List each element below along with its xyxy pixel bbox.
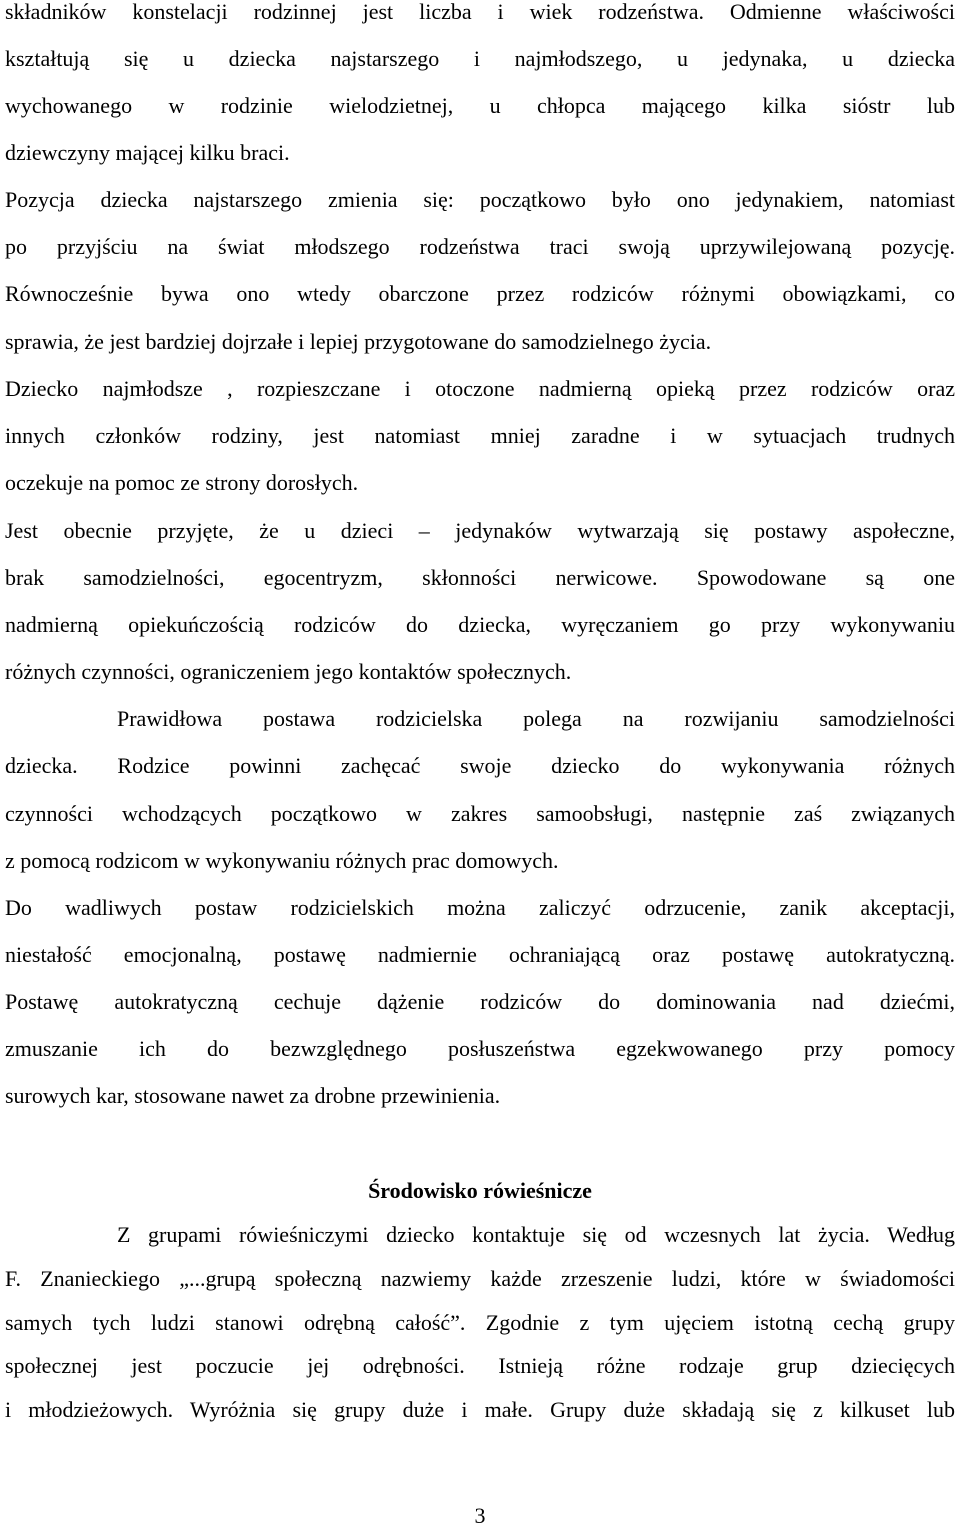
text-line: niestałość emocjonalną, postawę nadmiernie ochraniającą oraz postawę autokratyczną. <box>5 942 955 967</box>
text-line: czynności wchodzących początkowo w zakres samoobsługi, następnie zaś związanych <box>5 801 955 826</box>
text-line: Z grupami rówieśniczymi dziecko kontaktuje się od wczesnych lat życia. Według <box>117 1222 955 1247</box>
text-line: Pozycja dziecka najstarszego zmienia się: początkowo było ono jedynakiem, natomiast <box>5 187 955 212</box>
text-line: wychowanego w rodzinie wielodzietnej, u chłopca mającego kilka sióstr lub <box>5 93 955 118</box>
text-line: składników konstelacji rodzinnej jest liczba i wiek rodzeństwa. Odmienne właściwości <box>5 0 955 24</box>
text-line: samych tych ludzi stanowi odrębną całość”. Zgodnie z tym ujęciem istotną cechą grupy <box>5 1310 955 1335</box>
text-line: innych członków rodziny, jest natomiast mniej zaradne i w sytuacjach trudnych <box>5 423 955 448</box>
text-line: kształtują się u dziecka najstarszego i najmłodszego, u jedynaka, u dziecka <box>5 46 955 71</box>
section-heading: Środowisko rówieśnicze <box>368 1178 592 1203</box>
text-line: zmuszanie ich do bezwzględnego posłuszeństwa egzekwowanego przy pomocy <box>5 1036 955 1061</box>
text-line: dziecka. Rodzice powinni zachęcać swoje dziecko do wykonywania różnych <box>5 753 955 778</box>
text-line: różnych czynności, ograniczeniem jego kontaktów społecznych. <box>5 659 572 684</box>
text-line: F. Znanieckiego „...grupą społeczną nazwiemy każde zrzeszenie ludzi, które w świadomości <box>5 1266 955 1291</box>
text-line: sprawia, że jest bardziej dojrzałe i lepiej przygotowane do samodzielnego życia. <box>5 329 712 354</box>
page-number: 3 <box>474 1503 486 1528</box>
text-line: społecznej jest poczucie jej odrębności. Istnieją różne rodzaje grup dziecięcych <box>5 1353 955 1378</box>
text-line: brak samodzielności, egocentryzm, skłonności nerwicowe. Spowodowane są one <box>5 565 955 590</box>
text-line: Równocześnie bywa ono wtedy obarczone przez rodziców różnymi obowiązkami, co <box>5 281 955 306</box>
text-line: nadmierną opiekuńczością rodziców do dziecka, wyręczaniem go przy wykonywaniu <box>5 612 955 637</box>
text-line: dziewczyny mającej kilku braci. <box>5 140 290 165</box>
text-line: oczekuje na pomoc ze strony dorosłych. <box>5 470 359 495</box>
text-line: surowych kar, stosowane nawet za drobne przewinienia. <box>5 1083 501 1108</box>
text-line: Prawidłowa postawa rodzicielska polega na rozwijaniu samodzielności <box>117 706 955 731</box>
text-line: z pomocą rodzicom w wykonywaniu różnych prac domowych. <box>5 848 559 873</box>
text-line: Dziecko najmłodsze , rozpieszczane i otoczone nadmierną opieką przez rodziców oraz <box>5 376 955 401</box>
text-line: Jest obecnie przyjęte, że u dzieci – jedynaków wytwarzają się postawy aspołeczne, <box>5 518 955 543</box>
text-line: Do wadliwych postaw rodzicielskich można zaliczyć odrzucenie, zanik akceptacji, <box>5 895 955 920</box>
text-line: Postawę autokratyczną cechuje dążenie rodziców do dominowania nad dziećmi, <box>5 989 955 1014</box>
text-line: po przyjściu na świat młodszego rodzeństwa traci swoją uprzywilejowaną pozycję. <box>5 234 955 259</box>
text-line: i młodzieżowych. Wyróżnia się grupy duże i małe. Grupy duże składają się z kilkuset lub <box>5 1397 955 1422</box>
